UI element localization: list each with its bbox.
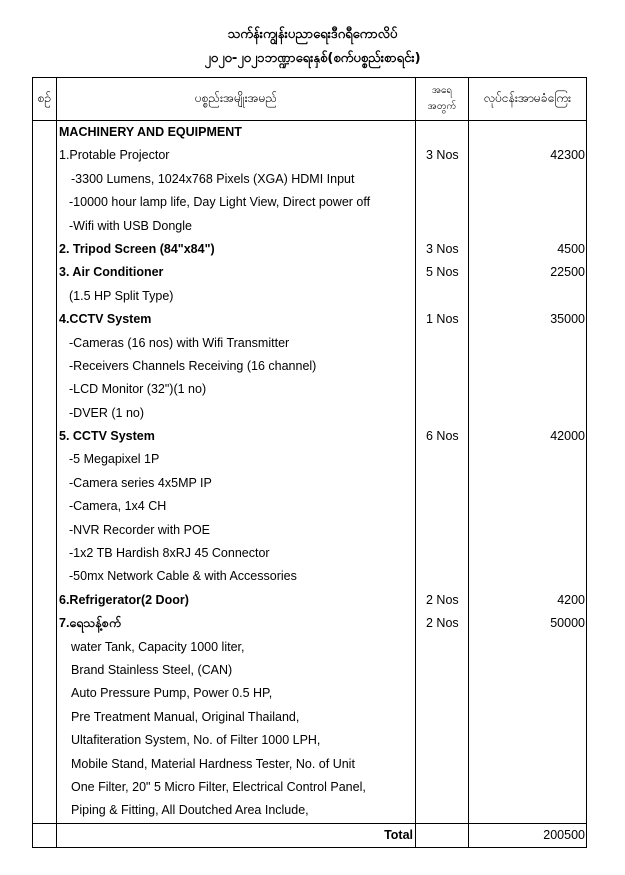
amount-column (469, 121, 587, 824)
item-amount (469, 448, 586, 471)
item-description: -50mx Network Cable & with Accessories (69, 569, 297, 584)
item-quantity: 6 Nos (426, 429, 459, 444)
item-description: -Camera, 1x4 CH (69, 499, 167, 514)
item-quantity (416, 565, 468, 588)
item-quantity: 3 Nos (426, 148, 459, 163)
header-item-name-label: ပစ္စည်းအမျိုးအမည် (194, 91, 278, 105)
quantity-column (416, 121, 469, 824)
item-description: -Receivers Channels Receiving (16 channel) (69, 358, 317, 373)
item-quantity (416, 776, 468, 799)
item-amount (469, 799, 586, 822)
item-amount: 50000 (550, 616, 585, 631)
item-amount (469, 355, 586, 378)
item-quantity (416, 472, 468, 495)
item-quantity (416, 706, 468, 729)
item-quantity (416, 448, 468, 471)
item-description: Auto Pressure Pump, Power 0.5 HP, (71, 686, 273, 701)
item-description: -10000 hour lamp life, Day Light View, Direct power off (69, 195, 371, 210)
item-description: -NVR Recorder with POE (69, 522, 211, 537)
item-quantity (416, 355, 468, 378)
total-row (33, 823, 587, 847)
item-description: MACHINERY AND EQUIPMENT (59, 125, 242, 139)
item-description: (1.5 HP Split Type) (69, 288, 174, 303)
item-amount (469, 168, 586, 191)
item-quantity (416, 191, 468, 214)
item-quantity (416, 495, 468, 518)
item-quantity (416, 636, 468, 659)
item-description: -5 Megapixel 1P (69, 452, 160, 467)
item-quantity: 3 Nos (426, 241, 459, 256)
item-amount (469, 753, 586, 776)
item-description: -Cameras (16 nos) with Wifi Transmitter (69, 335, 290, 350)
item-amount (469, 332, 586, 355)
item-amount (469, 472, 586, 495)
serial-column (33, 121, 57, 824)
item-quantity (416, 729, 468, 752)
item-description: Mobile Stand, Material Hardness Tester, No. of Unit (71, 756, 355, 771)
total-quantity-cell (416, 823, 469, 847)
item-description: water Tank, Capacity 1000 liter, (71, 639, 245, 654)
header-amount-label: လုပ်ငန်းအာမခံကြေး (483, 91, 572, 105)
document-subtitle: ၂၀၂၀-၂၀၂၁ဘဏ္ဍာရေးနှစ်(စက်ပစ္စည်းစာရင်း) (204, 51, 421, 66)
item-amount (469, 215, 586, 238)
item-description: Pre Treatment Manual, Original Thailand, (71, 709, 300, 724)
item-amount (469, 285, 586, 308)
item-description: Ultafiteration System, No. of Filter 1000 LPH, (71, 733, 321, 748)
item-quantity: 5 Nos (426, 265, 459, 280)
item-amount (469, 776, 586, 799)
item-quantity (416, 402, 468, 425)
item-amount: 4200 (557, 592, 585, 607)
item-amount: 42000 (550, 429, 585, 444)
item-amount (469, 565, 586, 588)
item-amount (469, 706, 586, 729)
item-amount: 35000 (550, 312, 585, 327)
item-description: 4.CCTV System (59, 312, 152, 327)
item-description: -Wifi with USB Dongle (69, 218, 192, 233)
header-serial-no-label: စဉ် (37, 91, 52, 105)
item-description: Brand Stainless Steel, (CAN) (71, 662, 233, 677)
table-body-row (33, 121, 587, 824)
header-item-name (57, 78, 416, 121)
item-quantity: 2 Nos (426, 616, 459, 631)
item-quantity (416, 378, 468, 401)
item-amount: 42300 (550, 148, 585, 163)
item-quantity: 1 Nos (426, 312, 459, 327)
item-description: -1x2 TB Hardish 8xRJ 45 Connector (69, 546, 270, 561)
item-quantity (416, 659, 468, 682)
item-quantity (416, 519, 468, 542)
item-amount (469, 495, 586, 518)
item-amount (469, 729, 586, 752)
document-title: သက်န်းကျွန်းပညာရေးဒီဂရီကောလိပ် (227, 27, 398, 42)
item-description: 3. Air Conditioner (59, 265, 164, 280)
item-description: 7.ရေသန့်စက် (59, 616, 122, 631)
equipment-table (32, 77, 587, 848)
item-amount (469, 636, 586, 659)
header-quantity-line2: အတွက် (427, 101, 457, 112)
item-amount (469, 191, 586, 214)
item-quantity (416, 799, 468, 822)
header-serial-no (33, 78, 57, 121)
item-quantity (416, 542, 468, 565)
item-description: Piping & Fitting, All Doutched Area Include, (71, 803, 309, 818)
item-description: 1.Protable Projector (59, 148, 170, 163)
item-description: 2. Tripod Screen (84"x84") (59, 241, 215, 256)
item-description: -DVER (1 no) (69, 405, 145, 420)
item-amount (469, 542, 586, 565)
item-quantity (416, 168, 468, 191)
item-description: -Camera series 4x5MP IP (69, 475, 212, 490)
item-amount (469, 519, 586, 542)
header-amount (469, 78, 587, 121)
header-quantity-line1: အရေ (431, 85, 453, 96)
item-amount: 4500 (557, 241, 585, 256)
total-label: Total (57, 823, 416, 847)
item-quantity (416, 682, 468, 705)
item-description: One Filter, 20" 5 Micro Filter, Electrical Control Panel, (71, 779, 366, 794)
item-quantity (416, 753, 468, 776)
item-quantity (416, 215, 468, 238)
item-amount (469, 378, 586, 401)
header-quantity (416, 78, 469, 121)
item-description: -3300 Lumens, 1024x768 Pixels (XGA) HDMI Input (71, 171, 355, 186)
item-description: 6.Refrigerator(2 Door) (59, 592, 189, 607)
item-description: 5. CCTV System (59, 429, 155, 444)
item-quantity (416, 332, 468, 355)
table-header-row (33, 78, 587, 121)
item-quantity: 2 Nos (426, 592, 459, 607)
item-amount (469, 402, 586, 425)
item-quantity (416, 285, 468, 308)
item-amount (469, 659, 586, 682)
item-amount (469, 682, 586, 705)
item-quantity (416, 121, 468, 144)
total-amount: 200500 (469, 823, 587, 847)
description-column (57, 121, 416, 824)
item-amount (469, 121, 586, 144)
total-serial-cell (33, 823, 57, 847)
item-description: -LCD Monitor (32")(1 no) (69, 382, 207, 397)
item-amount: 22500 (550, 265, 585, 280)
